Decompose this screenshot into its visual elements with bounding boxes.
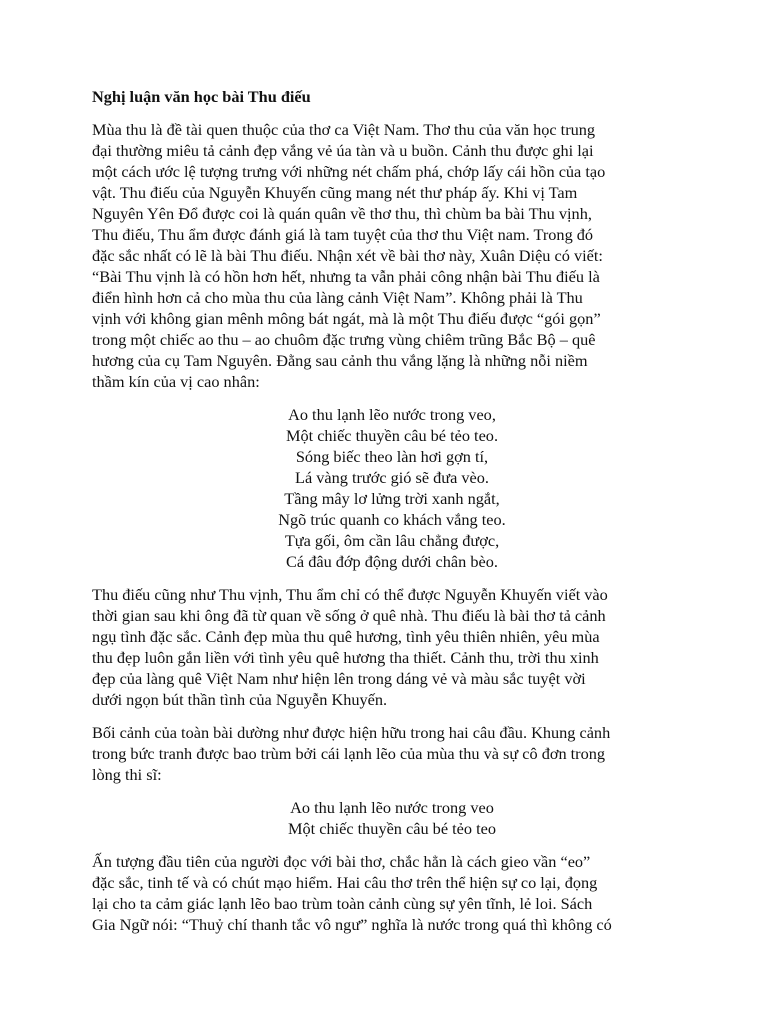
paragraph-line: Mùa thu là đề tài quen thuộc của thơ ca Việt Nam. Thơ thu của văn học trung — [92, 120, 596, 139]
paragraph-line: trong một chiếc ao thu – ao chuôm đặc trưng vùng chiêm trũng Bắc Bộ – quê — [92, 330, 596, 349]
document-title: Nghị luận văn học bài Thu điếu — [92, 87, 311, 106]
paragraph-line: Ấn tượng đầu tiên của người đọc với bài thơ, chắc hẳn là cách gieo vần “eo” — [92, 852, 591, 871]
poem-line: Lá vàng trước gió sẽ đưa vèo. — [295, 468, 489, 487]
paragraph-line: ngụ tình đặc sắc. Cảnh đẹp mùa thu quê hương, tình yêu thiên nhiên, yêu mùa — [92, 627, 600, 646]
paragraph-line: Bối cảnh của toàn bài dường như được hiện hữu trong hai câu đầu. Khung cảnh — [92, 723, 611, 742]
poem-line: Một chiếc thuyền câu bé tẻo teo — [288, 819, 496, 838]
paragraph-line: đặc sắc nhất có lẽ là bài Thu điếu. Nhận xét về bài thơ này, Xuân Diệu có viết: — [92, 246, 603, 265]
poem-line: Sóng biếc theo làn hơi gợn tí, — [295, 447, 489, 466]
poem-full — [92, 404, 692, 572]
paragraph-line: điển hình hơn cả cho mùa thu của làng cảnh Việt Nam”. Không phải là Thu — [92, 288, 583, 307]
paragraph-line: đẹp của làng quê Việt Nam như hiện lên trong dáng vẻ và màu sắc tuyệt vời — [92, 669, 586, 688]
paragraph-line: hương của cụ Tam Nguyên. Đằng sau cảnh thu vắng lặng là những nỗi niềm — [92, 351, 588, 370]
paragraph-analysis — [92, 851, 692, 935]
paragraph-line: Thu điếu cũng như Thu vịnh, Thu ẩm chỉ có thể được Nguyễn Khuyến viết vào — [92, 585, 608, 604]
poem-line: Ngõ trúc quanh co khách vắng teo. — [278, 510, 506, 529]
paragraph-intro — [92, 119, 692, 392]
poem-line: Cá đâu đớp động dưới chân bèo. — [286, 552, 498, 571]
paragraph-line: Thu điếu, Thu ẩm được đánh giá là tam tuyệt của thơ thu Việt nam. Trong đó — [92, 225, 594, 244]
paragraph-line: Nguyên Yên Đổ được coi là quán quân về thơ thu, thì chùm ba bài Thu vịnh, — [92, 204, 592, 223]
paragraph-line: vật. Thu điếu của Nguyễn Khuyến cũng mang nét thư pháp ấy. Khi vị Tam — [92, 183, 578, 202]
paragraph-line: dưới ngọn bút thần tình của Nguyễn Khuyến. — [92, 690, 388, 709]
paragraph-line: đại thường miêu tả cảnh đẹp vắng vẻ úa tàn và u buồn. Cảnh thu được ghi lại — [92, 141, 594, 160]
poem-line: Ao thu lạnh lẽo nước trong veo, — [288, 405, 496, 424]
paragraph-line: thu đẹp luôn gắn liền với tình yêu quê hương tha thiết. Cảnh thu, trời thu xinh — [92, 648, 599, 667]
paragraph-line: lại cho ta cảm giác lạnh lẽo bao trùm toàn cảnh cùng sự yên tĩnh, lẻ loi. Sách — [92, 894, 593, 913]
paragraph-line: Gia Ngữ nói: “Thuỷ chí thanh tắc vô ngư” nghĩa là nước trong quá thì không có — [92, 915, 612, 934]
poem-line: Một chiếc thuyền câu bé tẻo teo. — [285, 426, 499, 445]
paragraph-line: một cách ước lệ tượng trưng với những nét chấm phá, chớp lấy cái hồn của tạo — [92, 162, 606, 181]
paragraph-line: lòng thi sĩ: — [92, 765, 162, 784]
paragraph-context — [92, 584, 692, 710]
poem-excerpt — [92, 797, 692, 839]
document-page — [92, 86, 692, 947]
paragraph-line: trong bức tranh được bao trùm bởi cái lạnh lẽo của mùa thu và sự cô đơn trong — [92, 744, 606, 763]
paragraph-line: thời gian sau khi ông đã từ quan về sống ở quê nhà. Thu điếu là bài thơ tả cảnh — [92, 606, 606, 625]
poem-line: Ao thu lạnh lẽo nước trong veo — [290, 798, 494, 817]
paragraph-line: vịnh với không gian mênh mông bát ngát, mà là một Thu điếu được “gói gọn” — [92, 309, 601, 328]
paragraph-line: đặc sắc, tinh tế và có chút mạo hiểm. Hai câu thơ trên thể hiện sự co lại, đọng — [92, 873, 598, 892]
paragraph-line: thầm kín của vị cao nhân: — [92, 372, 260, 391]
poem-line: Tựa gối, ôm cần lâu chẳng được, — [284, 531, 500, 550]
poem-line: Tầng mây lơ lửng trời xanh ngắt, — [284, 489, 500, 508]
paragraph-line: “Bài Thu vịnh là có hồn hơn hết, nhưng ta vẫn phải công nhận bài Thu điếu là — [92, 267, 600, 286]
paragraph-setting — [92, 722, 692, 785]
